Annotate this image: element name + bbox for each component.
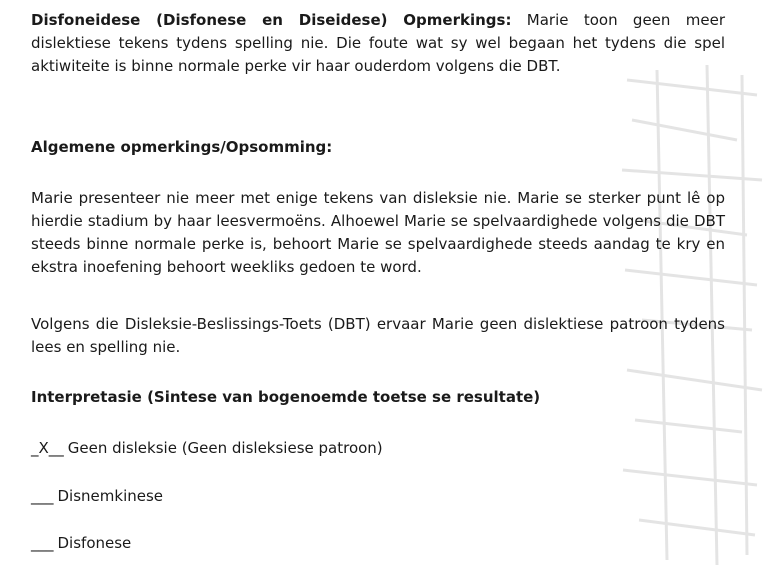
option-label: Disfonese <box>57 534 132 552</box>
selection-mark: _X__ <box>31 439 64 457</box>
selection-mark: ___ <box>31 534 54 552</box>
section-dysphoneidesia-remarks <box>31 9 725 78</box>
option-label: Geen disleksie (Geen disleksiese patroon) <box>67 439 383 457</box>
interpretation-option-dysnemkinesia <box>31 485 163 508</box>
interpretation-option-no-dyslexia <box>31 437 383 460</box>
section-heading-interpretation: Interpretasie (Sintese van bogenoemde toetse se resultate) <box>31 388 541 406</box>
general-remarks-paragraph-2: Volgens die Disleksie-Beslissings-Toets (DBT) ervaar Marie geen dislektiese patroon tydens lees en spelling nie. <box>31 315 725 356</box>
general-remarks-paragraph-1: Marie presenteer nie meer met enige tekens van disleksie nie. Marie se sterker punt lê op hierdie stadium by haar leesvermoëns. Alhoewel Marie se spelvaardighede volgens die DBT steeds binne normale perke is, behoort Marie se spelvaardighede steeds aandag te kry en ekstra inoefening behoort weekliks gedoen te word. <box>31 189 725 276</box>
option-label: Disnemkinese <box>57 487 164 505</box>
heading-colon: : <box>505 11 512 29</box>
selection-mark: ___ <box>31 487 54 505</box>
interpretation-option-dysphonesia <box>31 532 131 555</box>
section-heading-dysphoneidesia: Disfoneidese (Disfonese en Diseidese) Opmerkings <box>31 11 506 29</box>
section-body-dysphoneidesia: Marie toon geen meer dislektiese tekens tydens spelling nie. Die foute wat sy wel begaan het tydens die spel aktiwiteite is binne normale perke vir haar ouderdom volgens die DBT. <box>31 11 725 75</box>
section-heading-general-remarks: Algemene opmerkings/Opsomming: <box>31 138 333 156</box>
